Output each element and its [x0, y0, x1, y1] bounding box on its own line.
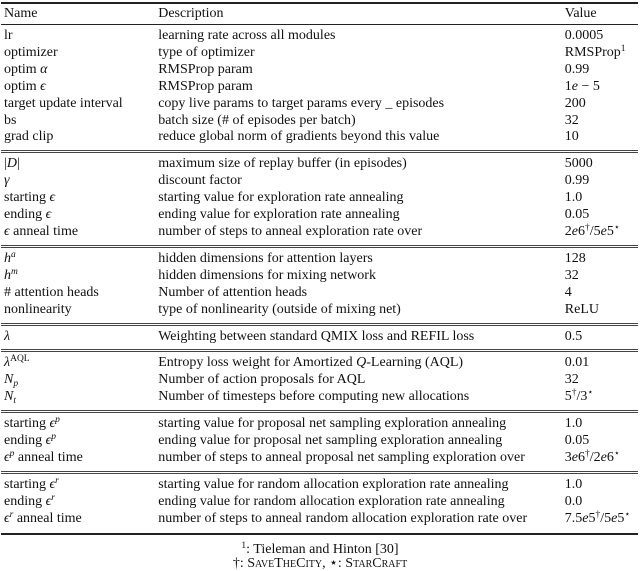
- cell-description: [158, 511, 565, 534]
- table-row: [1, 285, 638, 302]
- cell-description: [158, 45, 565, 62]
- footnote-environments: [0, 557, 640, 571]
- cell-description: [158, 433, 565, 450]
- cell-name: [1, 152, 158, 173]
- table-row: [1, 113, 638, 130]
- table-row: [1, 96, 638, 113]
- cell-description: [158, 224, 565, 246]
- text-part: /2: [589, 449, 601, 465]
- math-symbol: λ: [4, 355, 11, 371]
- text-part: batch size (# of episodes per batch): [158, 112, 356, 128]
- cell-name: [1, 45, 158, 62]
- math-symbol: ϵ: [45, 433, 52, 449]
- math-symbol: e: [582, 510, 589, 526]
- cell-name: [1, 302, 158, 324]
- text-part: number of steps to anneal proposal net sampling exploration over: [158, 449, 525, 465]
- text-part: anneal time: [13, 510, 82, 526]
- table-row: [1, 302, 638, 324]
- text-part: Weighting between standard QMIX loss and REFIL loss: [158, 328, 475, 344]
- text-part: 1.0: [564, 416, 583, 432]
- text-part: RMSProp param: [158, 78, 253, 94]
- cell-value: [565, 113, 638, 130]
- text-part: target update interval: [4, 95, 123, 111]
- cell-description: [158, 173, 565, 190]
- table-row: [1, 450, 638, 472]
- text-part: number of steps to anneal random allocation exploration rate over: [158, 510, 528, 526]
- footnotes: [0, 543, 640, 571]
- table-row: [1, 412, 638, 433]
- cell-name: [1, 285, 158, 302]
- table-row: [1, 472, 638, 493]
- text-part: -Learning (AQL): [366, 355, 464, 371]
- cell-description: [158, 246, 565, 267]
- text-part: 32: [564, 267, 579, 283]
- cell-value: [565, 450, 638, 472]
- cell-value: [565, 372, 638, 389]
- cell-name: [1, 351, 158, 372]
- table-row: [1, 173, 638, 190]
- table-row: [1, 511, 638, 534]
- text-part: /5: [600, 510, 612, 526]
- text-part: 0.05: [564, 433, 590, 449]
- cell-name: [1, 246, 158, 267]
- script-part: ⋆: [613, 448, 620, 459]
- cell-description: [158, 324, 565, 351]
- math-symbol: D: [6, 156, 17, 172]
- table-row: [1, 62, 638, 79]
- script-part: †: [595, 509, 601, 520]
- text-part: ending: [4, 207, 46, 223]
- script-part: †: [584, 448, 590, 459]
- script-part: ⋆: [587, 388, 594, 399]
- text-part: nonlinearity: [4, 301, 72, 317]
- cell-value: [565, 302, 638, 324]
- cell-name: [1, 190, 158, 207]
- text-part: grad clip: [4, 129, 54, 145]
- text-part: starting: [4, 190, 50, 206]
- math-symbol: ϵ: [4, 223, 10, 239]
- cell-value: [565, 472, 638, 493]
- cell-description: [158, 494, 565, 511]
- text-part: ReLU: [564, 301, 599, 317]
- text-part: ending value for random allocation exploration rate annealing: [158, 493, 505, 509]
- math-symbol: α: [40, 61, 48, 77]
- table-body: [1, 25, 638, 534]
- script-part: r: [9, 509, 14, 520]
- text-part: lr: [4, 28, 13, 43]
- cell-value: [565, 25, 638, 45]
- hyperparameter-table: [1, 2, 638, 535]
- script-part: p: [55, 415, 60, 426]
- text-part: 0.99: [564, 61, 590, 77]
- cell-value: [565, 494, 638, 511]
- cell-name: [1, 372, 158, 389]
- cell-name: [1, 268, 158, 285]
- math-symbol: ϵ: [49, 476, 56, 492]
- cell-name: [1, 324, 158, 351]
- cell-name: [1, 412, 158, 433]
- table-row: [1, 224, 638, 246]
- cell-name: [1, 433, 158, 450]
- cell-name: [1, 224, 158, 246]
- math-symbol: ϵ: [40, 78, 46, 94]
- text-part: optim: [4, 78, 41, 94]
- text-part: hidden dimensions for mixing network: [158, 267, 376, 283]
- table-row: [1, 268, 638, 285]
- script-part: AQL: [10, 354, 30, 365]
- text-part: RMSProp param: [158, 61, 253, 77]
- text-part: optim: [4, 61, 41, 77]
- text-part: ending: [4, 493, 46, 509]
- cell-description: [158, 450, 565, 472]
- text-part: 200: [564, 95, 586, 111]
- cell-name: [1, 389, 158, 411]
- header-name: Name: [1, 3, 158, 25]
- text-part: learning rate across all modules: [158, 28, 336, 43]
- text-part: Number of attention heads: [158, 284, 308, 300]
- text-part: 5: [606, 223, 614, 239]
- script-part: p: [9, 448, 15, 459]
- footnote-optimizer: [0, 543, 640, 557]
- cell-name: [1, 96, 158, 113]
- small-caps-text: StarCraft: [345, 556, 408, 571]
- text-part: starting value for exploration rate annealing: [158, 190, 404, 206]
- small-caps-text: SaveTheCity: [247, 556, 323, 571]
- cell-description: [158, 268, 565, 285]
- text-part: : Tieleman and Hinton [30]: [246, 542, 399, 557]
- cell-value: [565, 351, 638, 372]
- table-row: [1, 129, 638, 151]
- script-part: †: [571, 388, 577, 399]
- cell-name: [1, 79, 158, 96]
- text-part: 128: [564, 250, 586, 266]
- script-part: r: [51, 492, 55, 503]
- text-part: 0.01: [564, 355, 590, 371]
- cell-description: [158, 207, 565, 224]
- text-part: # attention heads: [4, 284, 99, 300]
- math-symbol: ϵ: [4, 449, 10, 465]
- text-part: , ⋆:: [322, 556, 346, 571]
- math-symbol: N: [4, 389, 14, 405]
- text-part: − 5: [577, 78, 600, 94]
- cell-description: [158, 389, 565, 411]
- text-part: 0.05: [564, 207, 590, 223]
- text-part: maximum size of replay buffer (in episodes): [158, 156, 407, 172]
- script-part: m: [11, 266, 18, 277]
- math-symbol: e: [600, 223, 607, 239]
- math-symbol: h: [4, 267, 11, 283]
- script-part: a: [11, 249, 16, 260]
- math-symbol: Q: [356, 355, 367, 371]
- math-symbol: ϵ: [49, 190, 56, 206]
- table-row: [1, 207, 638, 224]
- text-part: 10: [564, 129, 579, 145]
- cell-name: [1, 129, 158, 151]
- cell-value: [565, 79, 638, 96]
- script-part: p: [51, 432, 56, 443]
- cell-description: [158, 96, 565, 113]
- cell-description: [158, 351, 565, 372]
- text-part: |: [16, 156, 20, 172]
- text-part: 1: [564, 78, 572, 94]
- math-symbol: ϵ: [4, 510, 10, 526]
- math-symbol: e: [571, 78, 578, 94]
- math-symbol: h: [4, 250, 11, 266]
- cell-value: [565, 268, 638, 285]
- cell-value: [565, 62, 638, 79]
- cell-description: [158, 372, 565, 389]
- script-part: ⋆: [624, 509, 631, 520]
- table-row: [1, 324, 638, 351]
- script-part: †: [584, 222, 590, 233]
- text-part: 0.99: [564, 173, 590, 189]
- text-part: 3: [564, 449, 572, 465]
- text-part: starting value for random allocation exploration rate annealing: [158, 476, 509, 492]
- script-part: 1: [620, 43, 626, 54]
- cell-name: [1, 207, 158, 224]
- text-part: 6: [606, 449, 614, 465]
- text-part: bs: [4, 112, 17, 128]
- text-part: Number of timesteps before computing new allocations: [158, 389, 470, 405]
- math-symbol: ϵ: [45, 493, 52, 509]
- cell-name: [1, 450, 158, 472]
- cell-value: [565, 207, 638, 224]
- cell-value: [565, 285, 638, 302]
- table-row: [1, 389, 638, 411]
- math-symbol: e: [571, 449, 578, 465]
- script-part: ⋆: [613, 222, 620, 233]
- table-row: [1, 433, 638, 450]
- cell-value: [565, 173, 638, 190]
- text-part: 5: [564, 389, 572, 405]
- table-row: [1, 79, 638, 96]
- text-part: hidden dimensions for attention layers: [158, 250, 373, 266]
- cell-name: [1, 494, 158, 511]
- cell-description: [158, 152, 565, 173]
- cell-name: [1, 62, 158, 79]
- table-row: [1, 372, 638, 389]
- cell-value: [565, 45, 638, 62]
- table-row: [1, 494, 638, 511]
- table-row: [1, 351, 638, 372]
- text-part: 2: [564, 223, 572, 239]
- text-part: 6: [577, 223, 585, 239]
- cell-value: [565, 246, 638, 267]
- text-part: 6: [577, 449, 585, 465]
- script-part: t: [13, 396, 16, 407]
- text-part: anneal time: [9, 223, 79, 239]
- table-row: [1, 190, 638, 207]
- cell-value: [565, 324, 638, 351]
- table-row: [1, 25, 638, 45]
- cell-name: [1, 25, 158, 45]
- table-row: [1, 45, 638, 62]
- text-part: type of nonlinearity (outside of mixing net): [158, 301, 401, 317]
- cell-name: [1, 113, 158, 130]
- cell-description: [158, 285, 565, 302]
- cell-value: [565, 389, 638, 411]
- cell-value: [565, 511, 638, 534]
- cell-description: [158, 62, 565, 79]
- header-value: Value: [565, 3, 638, 25]
- text-part: 0.5: [564, 328, 583, 344]
- text-part: Entropy loss weight for Amortized: [158, 355, 357, 371]
- text-part: 0.0005: [564, 28, 604, 43]
- math-symbol: γ: [4, 173, 10, 189]
- cell-description: [158, 25, 565, 45]
- table-row: [1, 152, 638, 173]
- math-symbol: λ: [4, 328, 11, 344]
- cell-description: [158, 412, 565, 433]
- cell-value: [565, 412, 638, 433]
- text-part: 4: [564, 284, 572, 300]
- text-part: starting: [4, 416, 50, 432]
- cell-description: [158, 190, 565, 207]
- cell-value: [565, 433, 638, 450]
- text-part: number of steps to anneal exploration rate over: [158, 223, 423, 239]
- cell-description: [158, 302, 565, 324]
- text-part: discount factor: [158, 173, 242, 189]
- cell-description: [158, 113, 565, 130]
- math-symbol: ϵ: [45, 207, 52, 223]
- text-part: RMSProp: [564, 44, 621, 60]
- text-part: reduce global norm of gradients beyond this value: [158, 129, 440, 145]
- text-part: 1.0: [564, 190, 583, 206]
- text-part: |: [4, 156, 7, 172]
- cell-description: [158, 472, 565, 493]
- text-part: 32: [564, 112, 579, 128]
- text-part: ending value for proposal net sampling exploration annealing: [158, 433, 503, 449]
- text-part: 5: [617, 510, 625, 526]
- cell-value: [565, 190, 638, 207]
- table-header: [1, 3, 638, 25]
- math-symbol: e: [611, 510, 618, 526]
- cell-description: [158, 129, 565, 151]
- text-part: anneal time: [14, 449, 83, 465]
- text-part: /5: [589, 223, 601, 239]
- text-part: 32: [564, 372, 579, 388]
- script-part: 1: [241, 541, 247, 551]
- text-part: optimizer: [4, 44, 58, 60]
- cell-description: [158, 79, 565, 96]
- cell-name: [1, 511, 158, 534]
- cell-value: [565, 224, 638, 246]
- text-part: 5: [588, 510, 596, 526]
- math-symbol: e: [600, 449, 607, 465]
- script-part: r: [55, 475, 59, 486]
- text-part: ending value for exploration rate annealing: [158, 207, 400, 223]
- math-symbol: N: [4, 372, 14, 388]
- math-symbol: ϵ: [49, 416, 56, 432]
- cell-value: [565, 96, 638, 113]
- cell-name: [1, 173, 158, 190]
- text-part: ending: [4, 433, 46, 449]
- text-part: Number of action proposals for AQL: [158, 372, 366, 388]
- cell-name: [1, 472, 158, 493]
- text-part: †:: [232, 556, 248, 571]
- header-description: Description: [158, 3, 565, 25]
- text-part: copy live params to target params every _ episodes: [158, 95, 445, 111]
- text-part: 7.5: [564, 510, 583, 526]
- cell-value: [565, 152, 638, 173]
- text-part: 5000: [564, 156, 593, 172]
- script-part: p: [13, 379, 19, 390]
- text-part: /3: [576, 389, 588, 405]
- text-part: type of optimizer: [158, 44, 255, 60]
- text-part: starting: [4, 476, 50, 492]
- math-symbol: e: [571, 223, 578, 239]
- text-part: starting value for proposal net sampling exploration annealing: [158, 416, 507, 432]
- cell-value: [565, 129, 638, 151]
- text-part: 1.0: [564, 476, 583, 492]
- table-row: [1, 246, 638, 267]
- text-part: 0.0: [564, 493, 583, 509]
